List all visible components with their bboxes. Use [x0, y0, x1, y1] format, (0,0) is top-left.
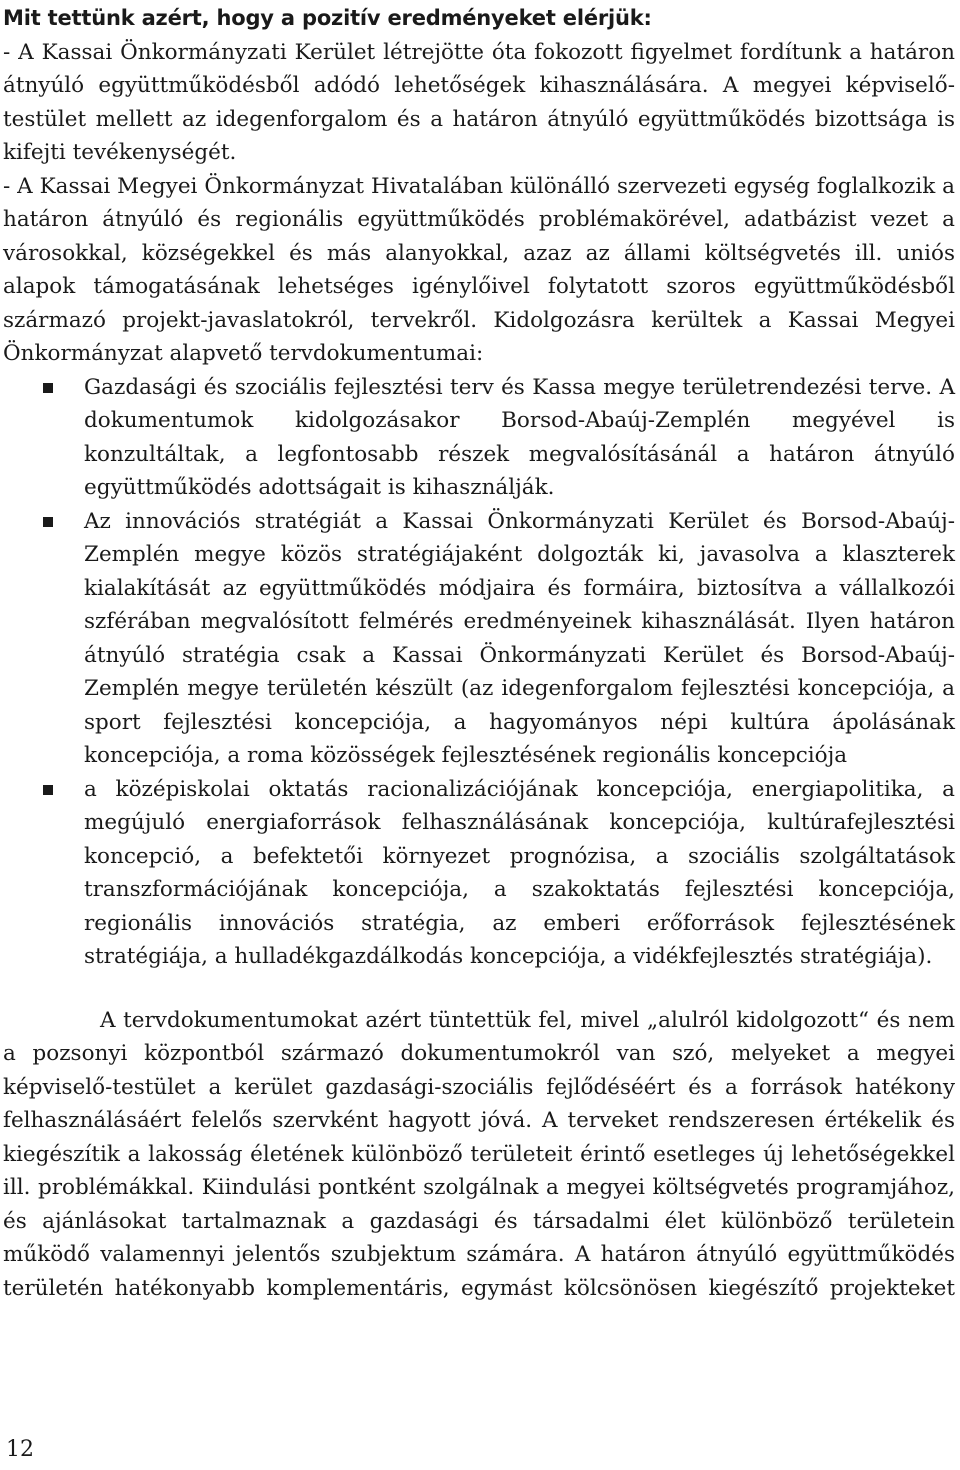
page-number: 12	[6, 1437, 34, 1462]
planning-documents-list	[3, 371, 955, 974]
closing-paragraph: A tervdokumentumokat azért tüntettük fel, mivel „alulról kidolgozott“ és nem a pozsonyi központból származó dokumentumokról van szó, melyeket a megyei képviselő-testület a kerület gazdasági-szociális fejlődéséért és a források hatékony felhasználásáért felelős szervként hagyott jóvá. A terveket rendszeresen értékelik és kiegészítik a lakosság életének különböző területeit érintő esetleges új lehetőségekkel ill. problémákkal. Kiindulási pontként szolgálnak a megyei költségvetés programjához, és ajánlásokat tartalmaznak a gazdasági és társadalmi élet különböző területein működő valamennyi jelentős szubjektum számára. A határon átnyúló együttműködés területén hatékonyabb komplementáris, egymást kölcsönösen kiegészítő projekteket	[3, 1007, 955, 1301]
list-item	[3, 773, 955, 974]
square-bullet-icon	[43, 517, 53, 527]
list-item	[3, 371, 955, 505]
document-page	[3, 2, 955, 1305]
list-item-text: a középiskolai oktatás racionalizációjának koncepciója, energiapolitika, a megújuló energiaforrások felhasználásának koncepciója, kultúrafejlesztési koncepció, a befektetői környezet prognózisa, a szociális szolgáltatások transzformációjának koncepciója, a szakoktatás fejlesztési koncepciója, regionális innovációs stratégia, az emberi erőforrások fejlesztésének stratégiája, a hulladékgazdálkodás koncepciója, a vidékfejlesztés stratégiája).	[84, 776, 955, 969]
section-heading: Mit tettünk azért, hogy a pozitív eredményeket elérjük:	[3, 6, 652, 30]
square-bullet-icon	[43, 785, 53, 795]
paragraph-county-office: - A Kassai Megyei Önkormányzat Hivatalában különálló szervezeti egység foglalkozik a határon átnyúló és regionális együttműködés problémakörével, adatbázist vezet a városokkal, községekkel és más alanyokkal, azaz az állami költségvetés ill. uniós alapok támogatásának lehetséges igénylőivel folytatott szoros együttműködésből származó projekt-javaslatokról, tervekről. Kidolgozásra kerültek a Kassai Megyei Önkormányzat alapvető tervdokumentumai:	[3, 173, 955, 366]
square-bullet-icon	[43, 383, 53, 393]
list-item	[3, 505, 955, 773]
list-item-text: Gazdasági és szociális fejlesztési terv és Kassa megye területrendezési terve. A dokumentumok kidolgozásakor Borsod-Abaúj-Zemplén megyével is konzultáltak, a legfontosabb részek megvalósításánál a határon átnyúló együttműködés adottságait is kihasználják.	[84, 374, 955, 500]
list-item-text: Az innovációs stratégiát a Kassai Önkormányzati Kerület és Borsod-Abaúj-Zemplén megye közös stratégiájaként dolgozták ki, javasolva a klaszterek kialakítását az együttműködés módjaira és formáira, biztosítva a vállalkozói szférában megvalósított felmérés eredményeinek kihasználását. Ilyen határon átnyúló stratégia csak a Kassai Önkormányzati Kerület és Borsod-Abaúj-Zemplén megye területén készült (az idegenforgalom fejlesztési koncepciója, a sport fejlesztési koncepciója, a hagyományos népi kultúra ápolásának koncepciója, a roma közösségek fejlesztésének regionális koncepciója	[84, 508, 955, 768]
paragraph-county-district: - A Kassai Önkormányzati Kerület létrejötte óta fokozott figyelmet fordítunk a határon átnyúló együttműködésből adódó lehetőségek kihasználására. A megyei képviselő-testület mellett az idegenforgalom és a határon átnyúló együttműködés bizottsága is kifejti tevékenységét.	[3, 39, 955, 165]
